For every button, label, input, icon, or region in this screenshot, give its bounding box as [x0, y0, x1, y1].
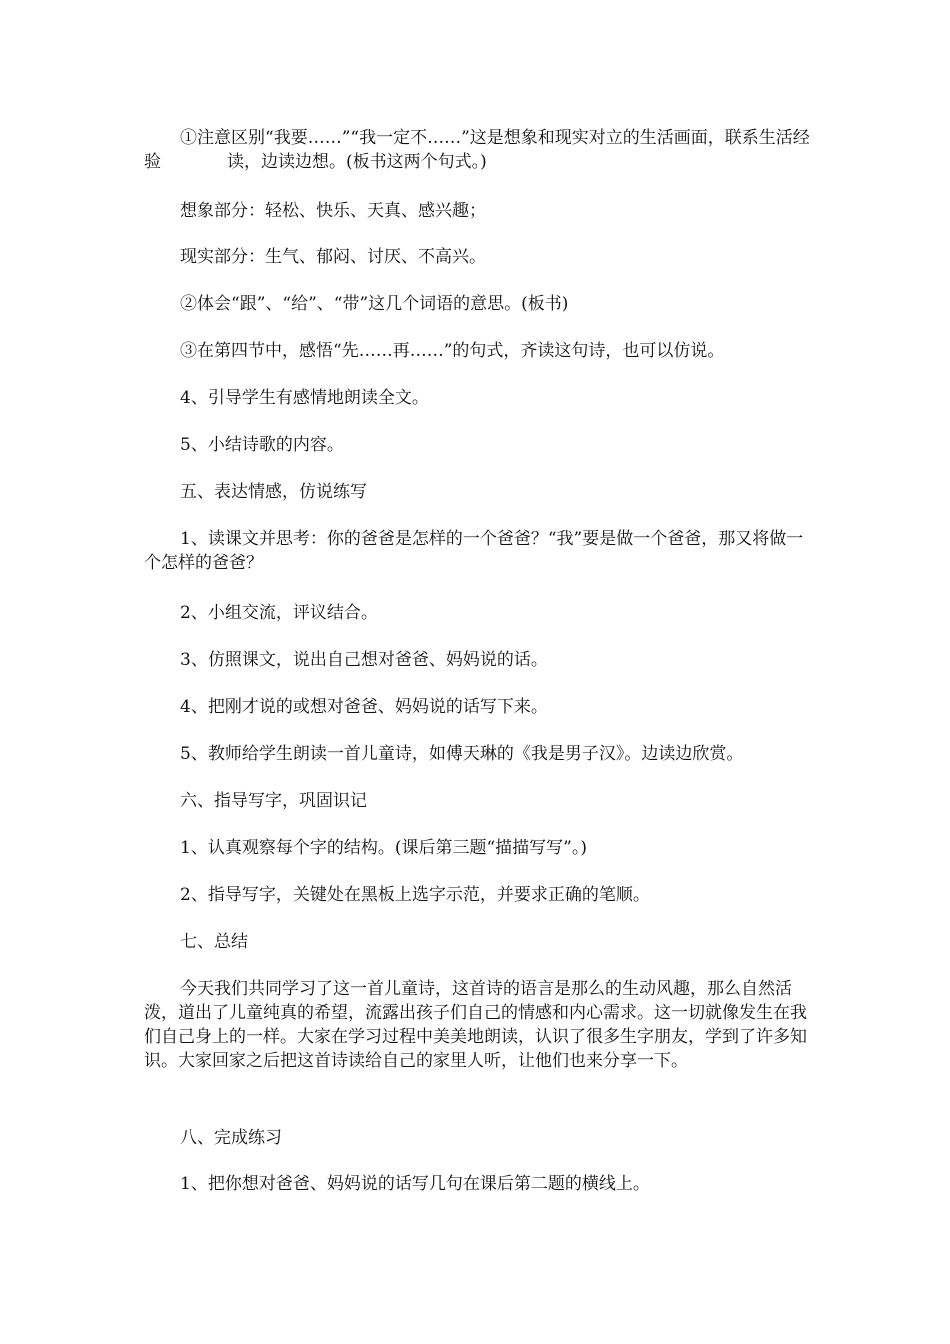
- paragraph-observe: 1、认真观察每个字的结构。(课后第三题“描描写写”。): [180, 838, 587, 858]
- paragraph-teacher-read: 5、教师给学生朗读一首儿童诗，如傅天琳的《我是男子汉》。边读边欣赏。: [180, 744, 744, 764]
- paragraph-read-aloud: 4、引导学生有感情地朗读全文。: [180, 388, 429, 408]
- text-part-1: ①注意区别“我要……”“我一定不……”这是想象和现实对立的生活画面，联系生活经验: [144, 128, 810, 172]
- paragraph-words: ②体会“跟”、“给”、“带”这几个词语的意思。(板书): [180, 294, 569, 314]
- paragraph-summary-content: 5、小结诗歌的内容。: [180, 435, 344, 455]
- section-heading-six: 六、指导写字，巩固识记: [180, 791, 367, 811]
- section-heading-seven: 七、总结: [180, 932, 248, 952]
- paragraph-write-down: 4、把刚才说的或想对爸爸、妈妈说的话写下来。: [180, 697, 548, 717]
- section-heading-eight: 八、完成练习: [180, 1128, 282, 1148]
- section-heading-five: 五、表达情感，仿说练写: [180, 482, 367, 502]
- paragraph-exercise: 1、把你想对爸爸、妈妈说的话写几句在课后第二题的横线上。: [180, 1174, 650, 1194]
- paragraph-reality: 现实部分：生气、郁闷、讨厌、不高兴。: [180, 247, 486, 267]
- paragraph-group: 2、小组交流，评议结合。: [180, 603, 378, 623]
- paragraph-conclusion: 今天我们共同学习了这一首儿童诗，这首诗的语言是那么的生动风趣，那么自然活泼，道出了儿童纯真的希望，流露出孩子们自己的情感和内心需求。这一切就像发生在我们自己身上的一样。大家在学习过程中美美地朗读，认识了很多生字朋友，学到了许多知识。大家回家之后把这首诗读给自己的家里人听，让他们也来分享一下。: [144, 979, 807, 1071]
- paragraph-imagination: 想象部分：轻松、快乐、天真、感兴趣；: [180, 201, 486, 221]
- paragraph-distinguish-sentences: [144, 126, 814, 174]
- paragraph-imitate: 3、仿照课文，说出自己想对爸爸、妈妈说的话。: [180, 650, 548, 670]
- paragraph-think: 1、读课文并思考：你的爸爸是怎样的一个爸爸？“我”要是做一个爸爸，那又将做一个怎样的爸爸？: [144, 529, 804, 573]
- paragraph-section-four: ③在第四节中，感悟“先……再……”的句式，齐读这句诗，也可以仿说。: [180, 341, 725, 361]
- paragraph-guide-writing: 2、指导写字，关键处在黑板上选字示范，并要求正确的笔顺。: [180, 885, 650, 905]
- text-part-2: 读，边读边想。(板书这两个句式。): [227, 152, 487, 172]
